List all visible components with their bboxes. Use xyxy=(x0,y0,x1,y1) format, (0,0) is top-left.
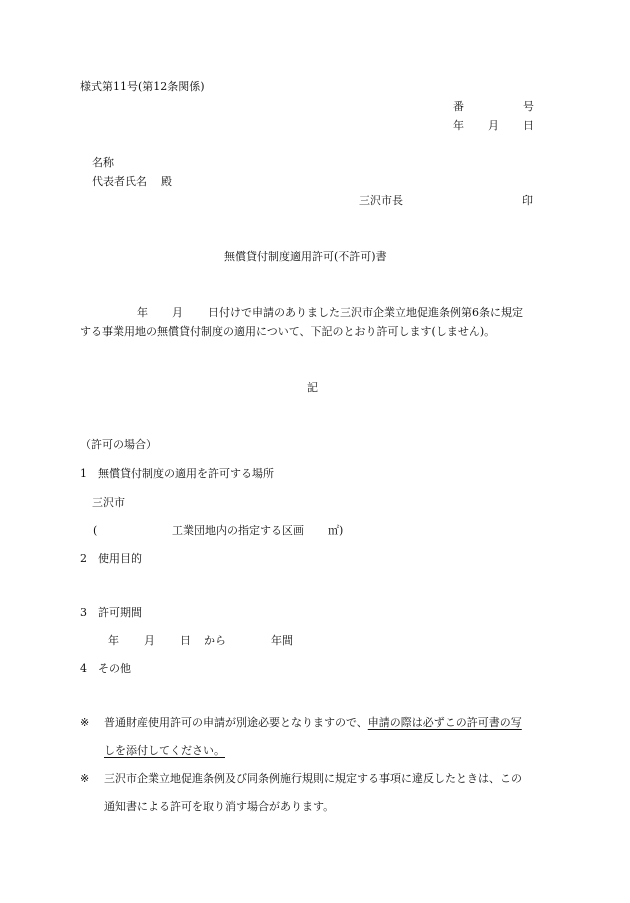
item-2-title: 2 使用目的 xyxy=(80,552,142,565)
note-1-line-1-plain: 普通財産使用許可の申請が別途必要となりますので、 xyxy=(104,716,368,729)
note-2-mark: ※ xyxy=(80,772,90,785)
item-1-paren-open: ( xyxy=(93,524,98,537)
document-title: 無償貸付制度適用許可(不許可)書 xyxy=(224,250,387,263)
item-1-title: 1 無償貸付制度の適用を許可する場所 xyxy=(80,467,274,480)
note-1-mark: ※ xyxy=(80,716,90,729)
addressee-honorific: 殿 xyxy=(161,175,172,188)
permit-case-label: （許可の場合） xyxy=(80,438,157,451)
date-month-label: 月 xyxy=(488,119,499,132)
item-3-from-label: から xyxy=(204,634,226,647)
body-year-label: 年 xyxy=(137,306,148,319)
item-3-day-label: 日 xyxy=(180,634,191,647)
number-label: 番 xyxy=(453,100,464,113)
issue-label: 号 xyxy=(523,100,534,113)
date-year-label: 年 xyxy=(453,119,464,132)
issuer-seal: 印 xyxy=(522,194,533,207)
note-1-line-1 xyxy=(104,716,522,730)
form-id: 様式第11号(第12条関係) xyxy=(80,80,205,93)
body-month-label: 月 xyxy=(172,306,183,319)
item-3-month-label: 月 xyxy=(144,634,155,647)
note-2-line-2: 通知書による許可を取り消す場合があります。 xyxy=(104,800,335,813)
addressee-name-label: 名称 xyxy=(92,156,114,169)
body-line-1: 日付けで申請のありました三沢市企業立地促進条例第6条に規定 xyxy=(208,306,523,319)
item-3-years-label: 年間 xyxy=(271,634,293,647)
item-1-city: 三沢市 xyxy=(92,496,125,509)
note-1-line-2: しを添付してください。 xyxy=(104,744,225,757)
item-1-parcel: 工業団地内の指定する区画 xyxy=(172,524,304,537)
body-line-2: する事業用地の無償貸付制度の適用について、下記のとおり許可します(しません)。 xyxy=(80,325,496,338)
item-1-area-unit: ㎡) xyxy=(328,524,344,537)
issuer-name: 三沢市長 xyxy=(359,194,403,207)
ki-heading: 記 xyxy=(307,381,318,394)
item-3-year-label: 年 xyxy=(108,634,119,647)
note-1-line-1-underlined: 申請の際は必ずこの許可書の写 xyxy=(367,716,522,729)
item-4-title: 4 その他 xyxy=(80,662,131,675)
item-3-title: 3 許可期間 xyxy=(80,606,142,619)
addressee-representative-label: 代表者氏名 xyxy=(92,175,147,188)
note-2-line-1: 三沢市企業立地促進条例及び同条例施行規則に規定する事項に違反したときは、この xyxy=(104,772,522,785)
date-day-label: 日 xyxy=(523,119,534,132)
